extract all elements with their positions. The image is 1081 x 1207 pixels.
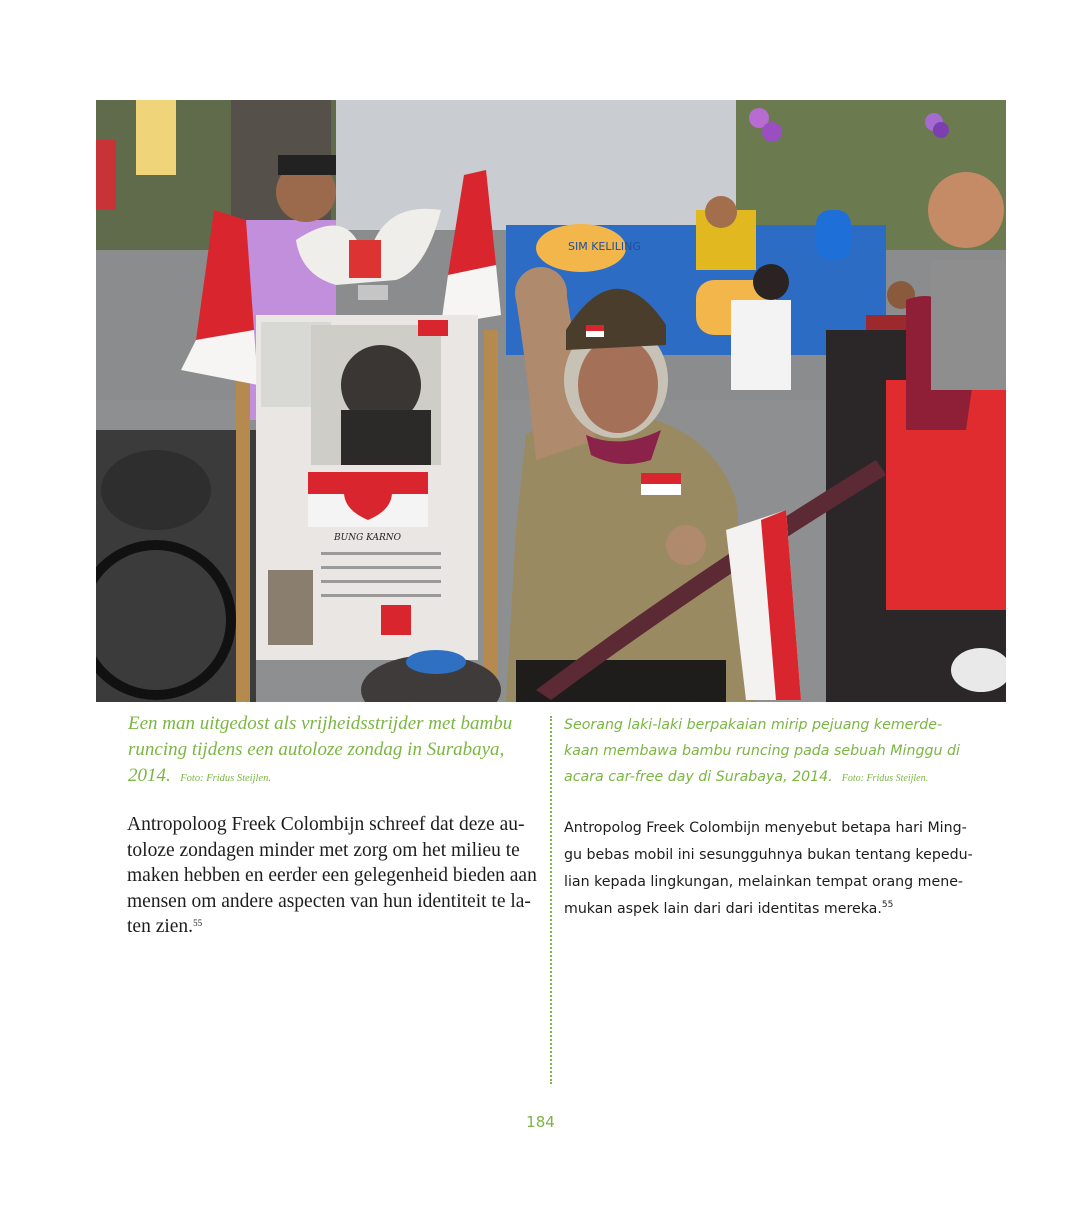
caption-line: 2014. bbox=[128, 765, 171, 786]
page-number: 184 bbox=[526, 1113, 555, 1131]
photograph bbox=[96, 100, 1006, 702]
body-line: maken hebben en eerder een gelegenheid bieden aan bbox=[127, 865, 537, 886]
body-line: ten zien. bbox=[127, 916, 194, 937]
body-line: gu bebas mobil ini sesungguhnya bukan tentang kepedu- bbox=[564, 847, 973, 863]
caption-line: kaan membawa bambu runcing pada sebuah Minggu di bbox=[564, 743, 960, 759]
body-line: Antropolog Freek Colombijn menyebut betapa hari Ming- bbox=[564, 820, 967, 836]
body-text-indonesian bbox=[564, 815, 976, 923]
street-scene-illustration bbox=[96, 100, 1006, 702]
body-text-dutch bbox=[127, 812, 539, 940]
body-line: toloze zondagen minder met zorg om het milieu te bbox=[127, 839, 520, 861]
footnote-marker[interactable]: 55 bbox=[881, 900, 894, 910]
caption-line: Een man uitgedost als vrijheidsstrijder met bambu bbox=[128, 713, 513, 734]
photo-credit: Foto: Fridus Steijlen. bbox=[180, 773, 271, 784]
body-line: mensen om andere aspecten van hun identiteit te la- bbox=[127, 890, 531, 912]
photo-credit: Foto: Fridus Steijlen. bbox=[841, 773, 929, 784]
caption-dutch bbox=[128, 711, 533, 792]
cart-sign-text: SIM KELILING bbox=[568, 240, 641, 253]
caption-line: runcing tijdens een autoloze zondag in Surabaya, bbox=[128, 739, 505, 760]
caption-line: Seorang laki-laki berpakaian mirip pejuang kemerde- bbox=[564, 717, 943, 733]
body-line: lian kepada lingkungan, melainkan tempat orang mene- bbox=[564, 874, 964, 890]
poster-title-text: BUNG KARNO bbox=[334, 533, 402, 543]
footnote-marker[interactable]: 55 bbox=[193, 918, 203, 928]
column-divider bbox=[550, 716, 552, 1084]
caption-indonesian bbox=[564, 712, 984, 792]
body-line: Antropoloog Freek Colombijn schreef dat deze au- bbox=[127, 814, 525, 835]
caption-line: acara car-free day di Surabaya, 2014. bbox=[564, 769, 833, 785]
body-line: mukan aspek lain dari dari identitas mereka. bbox=[564, 901, 882, 917]
